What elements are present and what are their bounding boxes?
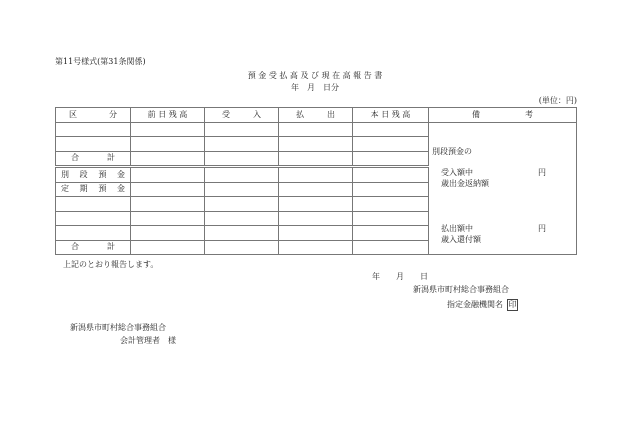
remarks-receipt-sub: 歳出金返納額 xyxy=(441,178,489,188)
org-name: 新潟県市町村総合事務組合 xyxy=(413,285,509,294)
bank-name-line xyxy=(447,299,518,311)
bank-label: 指定金融機関名 xyxy=(447,300,503,309)
addressee: 会計管理者 様 xyxy=(120,336,176,345)
remarks-payment-sub: 歳入還付額 xyxy=(441,234,481,244)
remarks-payment-label: 払出額中 xyxy=(441,223,473,233)
statement: 上記のとおり報告します。 xyxy=(63,260,159,269)
header-current-balance: 本 日 残 高 xyxy=(353,108,429,123)
remarks-intro: 別段預金の xyxy=(432,146,472,156)
addressee-org: 新潟県市町村総合事務組合 xyxy=(70,323,166,332)
special-deposit-label: 別 段 預 金 xyxy=(56,167,131,183)
table-row xyxy=(56,122,577,137)
table-header-row xyxy=(56,108,577,123)
unit-label: (単位：円) xyxy=(538,96,577,105)
remarks-cell xyxy=(429,122,577,255)
date-line: 年 月 日分 xyxy=(291,83,339,92)
time-deposit-label: 定 期 預 金 xyxy=(56,182,131,197)
header-previous-balance: 前 日 残 高 xyxy=(131,108,205,123)
subtotal-label: 合 計 xyxy=(56,151,131,167)
report-date: 年 月 日 xyxy=(372,272,428,281)
header-payments: 払 出 xyxy=(279,108,353,123)
total-label: 合 計 xyxy=(56,240,131,255)
report-table xyxy=(55,107,577,255)
seal-box: 印 xyxy=(508,300,517,309)
header-remarks: 備 考 xyxy=(429,108,577,123)
page-title: 預 金 受 払 高 及 び 現 在 高 報 告 書 xyxy=(247,71,383,80)
form-number: 第11号様式(第31条関係) xyxy=(55,57,146,66)
header-receipts: 受 入 xyxy=(205,108,279,123)
remarks-receipt-unit: 円 xyxy=(538,167,546,177)
remarks-payment-unit: 円 xyxy=(538,223,546,233)
remarks-receipt-label: 受入額中 xyxy=(441,167,473,177)
header-category: 区 分 xyxy=(56,108,131,123)
